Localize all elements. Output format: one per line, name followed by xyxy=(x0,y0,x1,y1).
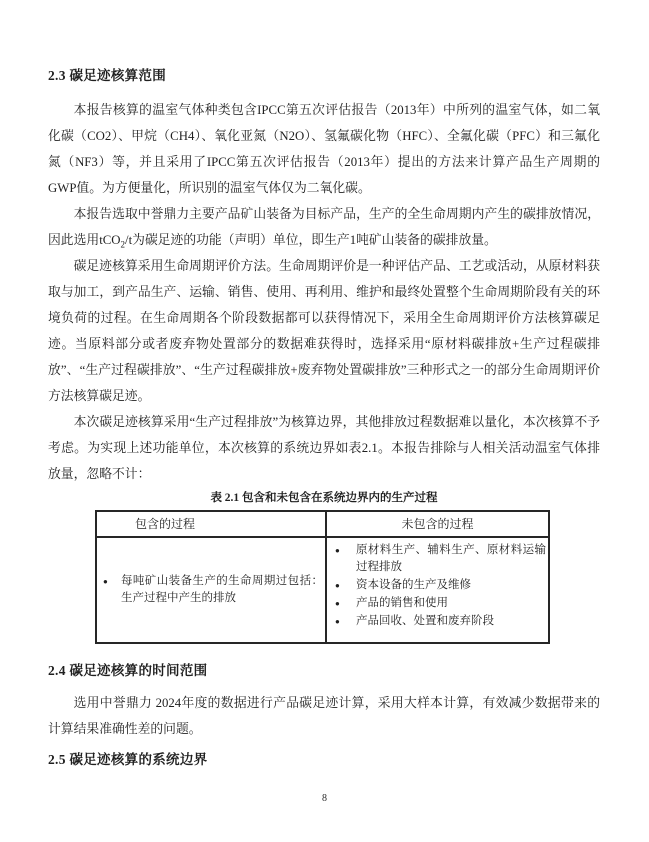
paragraph-functional-unit xyxy=(48,201,600,253)
included-processes-cell xyxy=(96,537,326,643)
section-heading-2-4: 2.4 碳足迹核算的时间范围 xyxy=(48,663,208,678)
list-item xyxy=(335,577,546,594)
functional-unit-text-post: /t为碳足迹的功能（声明）单位，即生产1吨矿山装备的碳排放量。 xyxy=(125,233,497,247)
bullet-icon: ● xyxy=(335,581,340,590)
paragraph-ghg-types: 本报告核算的温室气体种类包含IPCC第五次评估报告（2013年）中所列的温室气体，如二氧化碳（CO2）、甲烷（CH4）、氧化亚氮（N2O）、氢氟碳化物（HFC）、全氟化碳（PFC）和三氟化氮（NF3）等，并且采用了IPCC第五次评估报告（2013年）提出的方法来计算产品生产周期的GWP值。为方便量化，所识别的温室气体仅为二氧化碳。 xyxy=(48,103,600,195)
paragraph-lca-method: 碳足迹核算采用生命周期评价方法。生命周期评价是一种评估产品、工艺或活动，从原材料获取与加工，到产品生产、运输、销售、使用、再利用、维护和最终处置整个生命周期阶段有关的环境负荷的过程。在生命周期各个阶段数据都可以获得情况下，采用全生命周期评价方法核算碳足迹。当原料部分或者废弃物处置部分的数据难获得时，选择采用“原材料碳排放+生产过程碳排放”、“生产过程碳排放”、“生产过程碳排放+废弃物处置碳排放”三种形式之一的部分生命周期评价方法核算碳足迹。 xyxy=(48,259,600,403)
bullet-icon: ● xyxy=(103,576,108,586)
co2-subscript: 2 xyxy=(120,239,126,250)
bullet-icon: ● xyxy=(335,546,340,555)
included-processes-header: 包含的过程 xyxy=(96,511,326,537)
bullet-icon: ● xyxy=(335,599,340,608)
system-boundary-table xyxy=(95,510,550,644)
table-2-1-caption: 表 2.1 包含和未包含在系统边界内的生产过程 xyxy=(210,492,438,504)
paragraph-time-range: 选用中誉鼎力 2024年度的数据进行产品碳足迹计算，采用大样本计算，有效减少数据带来的计算结果准确性差的问题。 xyxy=(48,696,600,736)
excluded-item-text: 原材料生产、辅料生产、原材料运输过程排放 xyxy=(356,544,546,573)
list-item xyxy=(335,542,546,576)
table-header-row xyxy=(96,511,549,537)
excluded-item-text: 产品的销售和使用 xyxy=(356,597,448,609)
functional-unit-text-pre: 本报告选取中誉鼎力主要产品矿山装备为目标产品，生产的全生命周期内产生的碳排放情况，因此选用tCO xyxy=(48,207,600,247)
page-number: 8 xyxy=(322,793,327,804)
excluded-item-text: 资本设备的生产及维修 xyxy=(356,579,471,591)
bullet-icon: ● xyxy=(335,617,340,626)
section-heading-2-3: 2.3 碳足迹核算范围 xyxy=(48,68,167,83)
list-item xyxy=(335,613,546,630)
excluded-processes-header: 未包含的过程 xyxy=(326,511,549,537)
excluded-processes-cell xyxy=(326,537,549,643)
section-heading-2-5: 2.5 碳足迹核算的系统边界 xyxy=(48,752,208,767)
paragraph-accounting-boundary: 本次碳足迹核算采用“生产过程排放”为核算边界，其他排放过程数据难以量化，本次核算不予考虑。为实现上述功能单位，本次核算的系统边界如表2.1。本报告排除与人相关活动温室气体排放量，忽略不计： xyxy=(48,415,600,481)
list-item xyxy=(335,595,546,612)
table-body-row xyxy=(96,537,549,643)
included-item-text: 每吨矿山装备生产的生命周期过包括：生产过程中产生的排放 xyxy=(121,574,323,604)
excluded-item-text: 产品回收、处置和废弃阶段 xyxy=(356,615,494,627)
list-item xyxy=(103,573,323,607)
